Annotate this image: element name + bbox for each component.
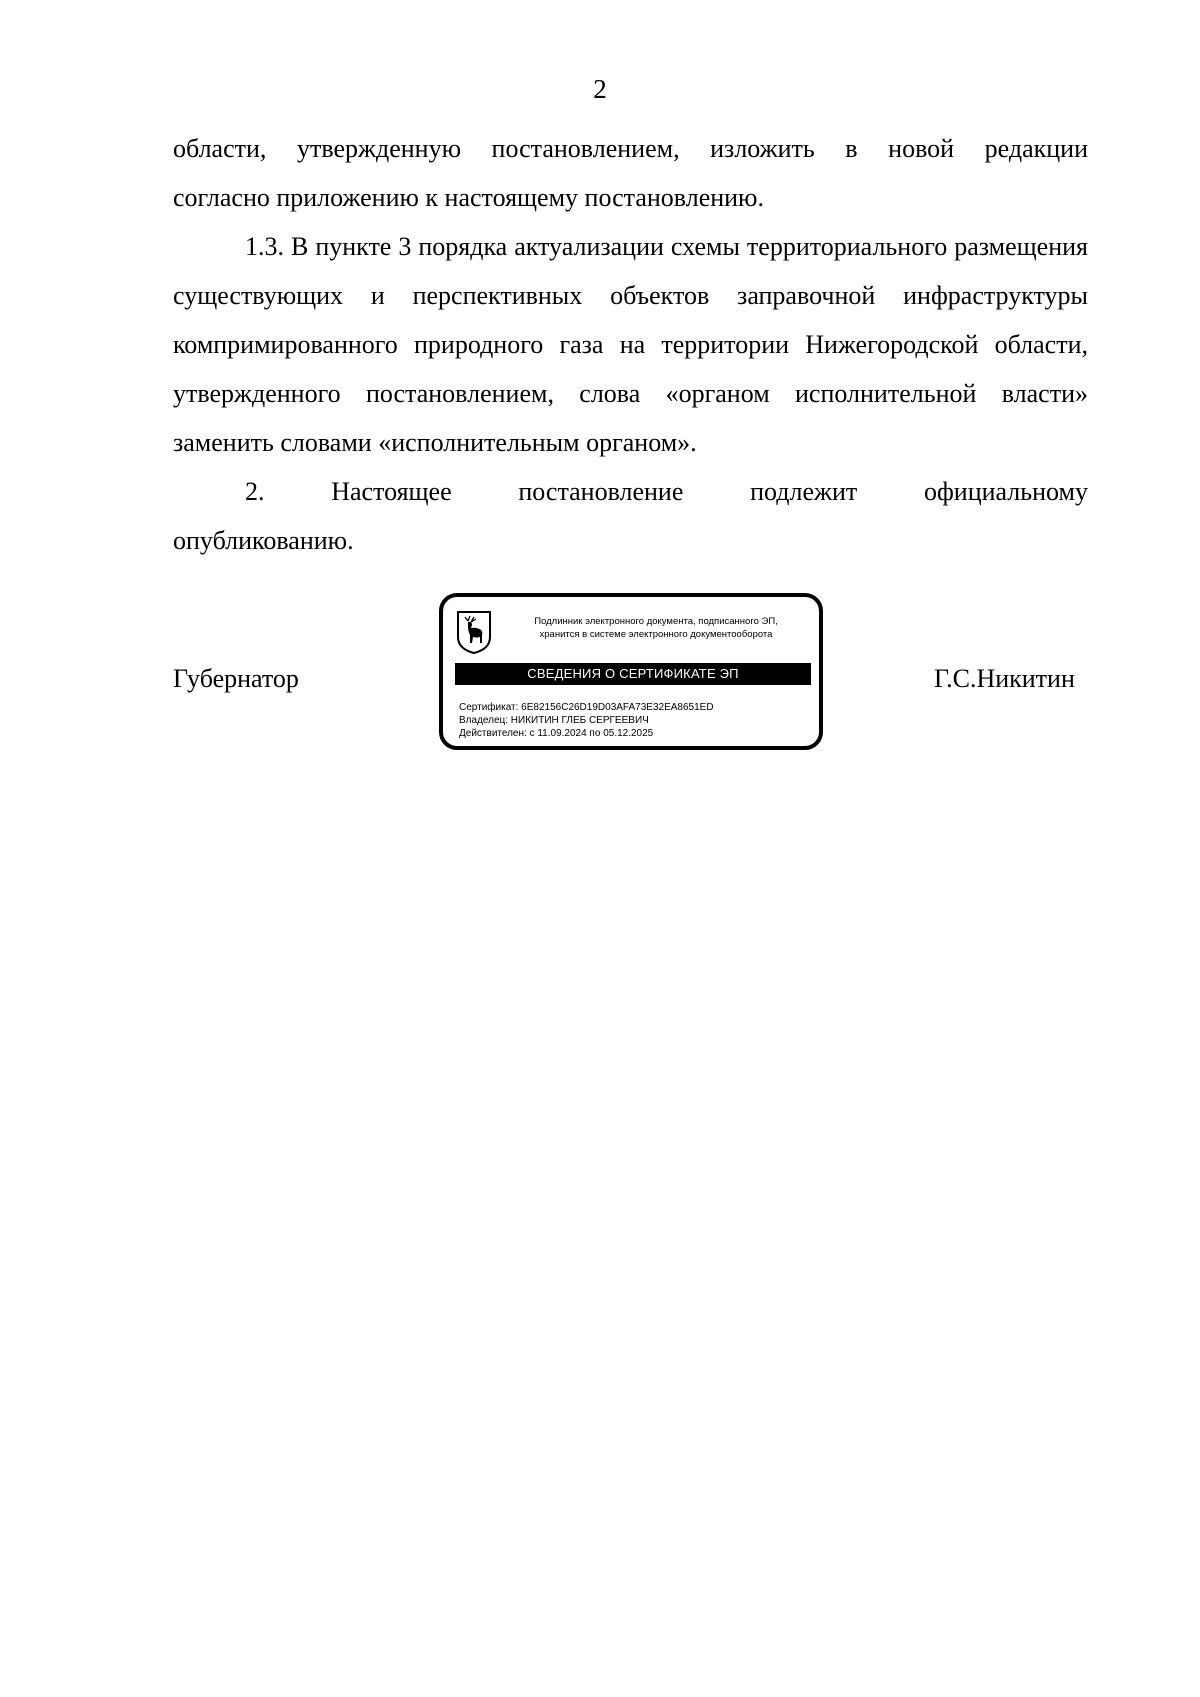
stamp-note-line-2: хранится в системе электронного документооборота <box>539 629 773 640</box>
paragraph-1-line-1: области, утвержденную постановлением, изложить в новой редакции <box>173 134 1088 163</box>
certificate-number: Сертификат: 6E82156C26D19D03AFA73E32EA8651ED <box>459 702 714 713</box>
deer-emblem-icon <box>455 609 493 655</box>
page-number: 2 <box>593 74 607 104</box>
paragraph-2-line-1: 2. Настоящее постановление подлежит официальному <box>245 477 1088 506</box>
certificate-owner: Владелец: НИКИТИН ГЛЕБ СЕРГЕЕВИЧ <box>459 715 649 726</box>
certificate-validity: Действителен: с 11.09.2024 по 05.12.2025 <box>459 728 654 739</box>
stamp-note-line-1: Подлинник электронного документа, подписанного ЭП, <box>534 616 778 627</box>
certificate-details <box>459 701 714 740</box>
signatory-title: Губернатор <box>173 664 299 693</box>
stamp-note <box>503 615 809 641</box>
paragraph-2-line-2: опубликованию. <box>173 526 354 555</box>
electronic-signature-stamp <box>439 593 823 750</box>
signatory-name: Г.С.Никитин <box>934 664 1075 693</box>
document-body <box>173 124 1088 565</box>
signature-block <box>0 590 1200 760</box>
paragraph-1-line-2: согласно приложению к настоящему постановлению. <box>173 183 764 212</box>
certificate-header: СВЕДЕНИЯ О СЕРТИФИКАТЕ ЭП <box>455 663 811 685</box>
paragraph-1-3: 1.3. В пункте 3 порядка актуализации схемы территориального размещения существующих и перспективных объектов заправочной инфраструктуры компримированного природного газа на территории Нижегородской области, утвержденного постановлением, слова «органом исполнительной власти» заменить словами «исполнительным органом». <box>173 232 1088 457</box>
